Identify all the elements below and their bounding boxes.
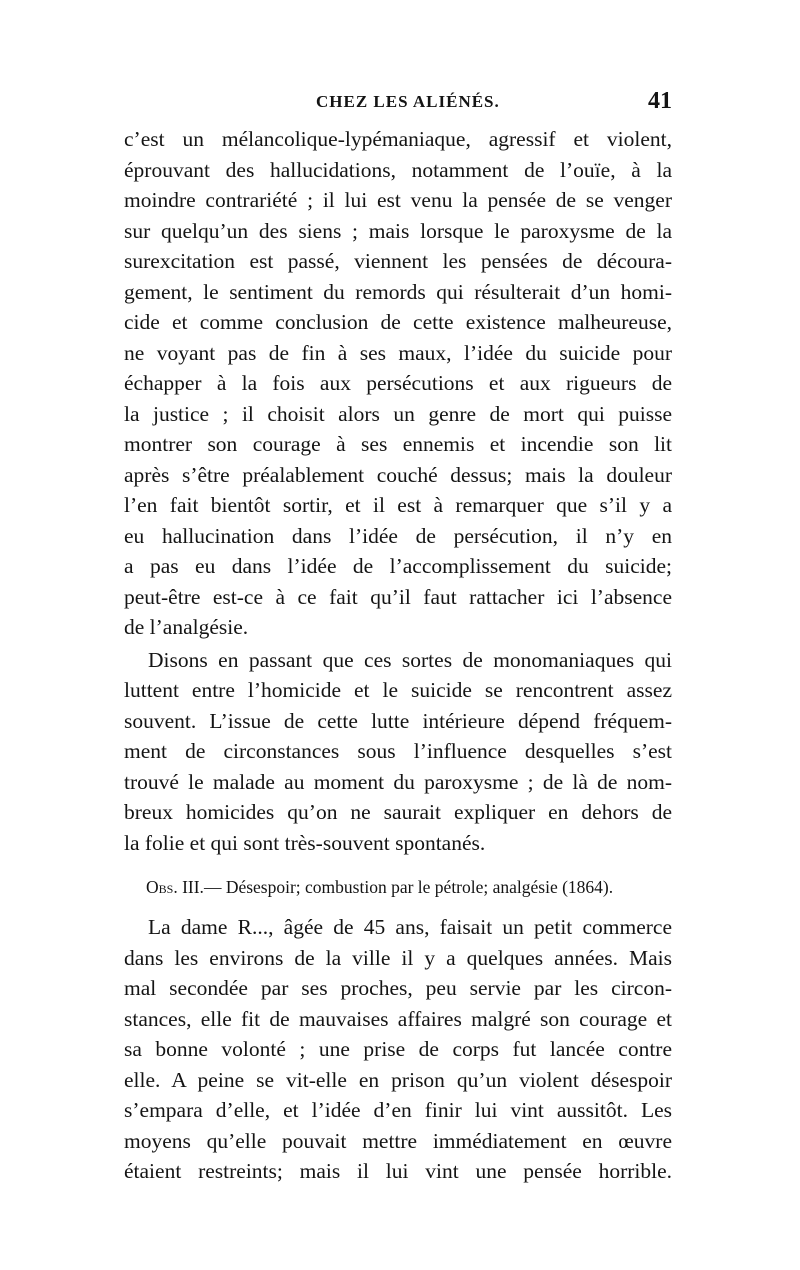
- observation-title: — Désespoir; combustion par le pétrole; analgésie (1864).: [203, 877, 614, 897]
- text-line: souvent. L’issue de cette lutte intérieure dépend fréquem-: [124, 708, 672, 733]
- text-line: moyens qu’elle pouvait mettre immédiatement en œuvre: [124, 1128, 672, 1153]
- text-line: mal secondée par ses proches, peu servie par les circon-: [124, 976, 672, 1000]
- text-line: s’empara d’elle, et l’idée d’en finir lui vint aussitôt. Les: [124, 1098, 672, 1122]
- text-line: breux homicides qu’on ne saurait expliquer en dehors de: [124, 800, 672, 824]
- text-line: dans les environs de la ville il y a quelques années. Mais: [124, 945, 672, 970]
- paragraph-1: [124, 124, 672, 643]
- text-line: La dame R..., âgée de 45 ans, faisait un petit commerce: [148, 915, 672, 939]
- book-page: [124, 88, 672, 1187]
- text-line: l’en fait bientôt sortir, et il est à remarquer que s’il y a: [124, 493, 672, 517]
- text-line: la folie et qui sont très-souvent spontanés.: [124, 830, 486, 855]
- observation-line: [124, 872, 672, 902]
- text-line: eu hallucination dans l’idée de persécution, il n’y en: [124, 523, 672, 548]
- running-title: CHEZ LES ALIÉNÉS.: [316, 92, 500, 111]
- text-line: elle. A peine se vit-elle en prison qu’un violent désespoir: [124, 1067, 672, 1092]
- text-line: sa bonne volonté ; une prise de corps fut lancée contre: [124, 1037, 672, 1061]
- text-line: c’est un mélancolique-lypémaniaque, agressif et violent,: [124, 127, 672, 151]
- text-line: après s’être préalablement couché dessus; mais la douleur: [124, 462, 672, 487]
- text-line: ment de circonstances sous l’influence desquelles s’est: [124, 739, 672, 763]
- text-line: montrer son courage à ses ennemis et incendie son lit: [124, 432, 672, 456]
- text-line: trouvé le malade au moment du paroxysme ; de là de nom-: [124, 769, 672, 794]
- observation-label: Obs. III.: [146, 877, 204, 897]
- page-number: 41: [648, 88, 672, 114]
- text-line: moindre contrariété ; il lui est venu la pensée de se venger: [124, 188, 672, 212]
- text-line: éprouvant des hallucidations, notamment de l’ouïe, à la: [124, 157, 672, 182]
- text-line: peut-être est-ce à ce fait qu’il faut rattacher ici l’absence: [124, 584, 672, 609]
- paragraph-3: [124, 912, 672, 1187]
- text-line: ne voyant pas de fin à ses maux, l’idée du suicide pour: [124, 340, 672, 365]
- running-header: [124, 88, 672, 118]
- text-line: a pas eu dans l’idée de l’accomplissement du suicide;: [124, 554, 672, 578]
- text-line: de l’analgésie.: [124, 615, 249, 639]
- paragraph-2: [124, 645, 672, 859]
- text-line: cide et comme conclusion de cette existence malheureuse,: [124, 310, 672, 334]
- text-line: sur quelqu’un des siens ; mais lorsque le paroxysme de la: [124, 218, 672, 243]
- text-line: surexcitation est passé, viennent les pensées de découra-: [124, 249, 672, 273]
- observation-heading: [124, 872, 672, 902]
- text-line: luttent entre l’homicide et le suicide se rencontrent assez: [124, 678, 672, 702]
- text-line: étaient restreints; mais il lui vint une pensée horrible.: [124, 1159, 672, 1183]
- text-line: la justice ; il choisit alors un genre de mort qui puisse: [124, 401, 672, 426]
- text-line: échapper à la fois aux persécutions et aux rigueurs de: [124, 371, 672, 395]
- text-line: gement, le sentiment du remords qui résulterait d’un homi-: [124, 279, 672, 304]
- text-line: stances, elle fit de mauvaises affaires malgré son courage et: [124, 1006, 672, 1031]
- text-line: Disons en passant que ces sortes de monomaniaques qui: [148, 647, 672, 672]
